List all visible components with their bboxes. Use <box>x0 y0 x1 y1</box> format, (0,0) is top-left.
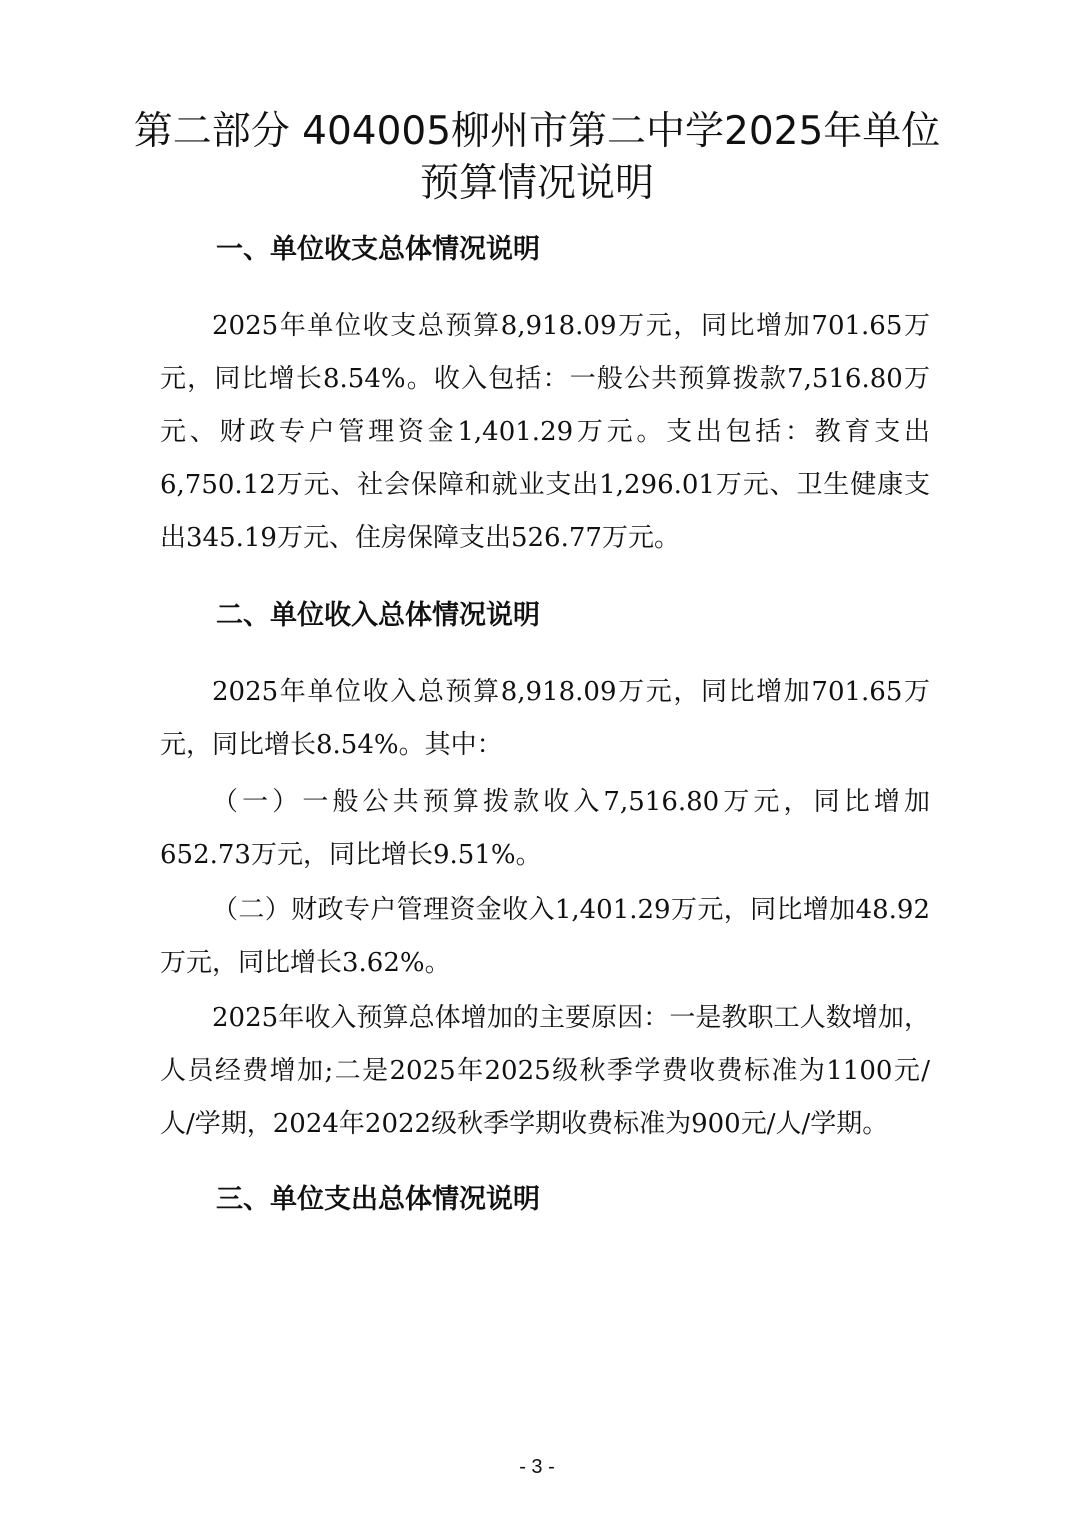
paragraph-income-total: 2025年单位收入总预算8,918.09万元，同比增加701.65万元，同比增长8.54%。其中： <box>160 677 930 760</box>
paragraph-income-general-budget: （一）一般公共预算拨款收入7,516.80万元，同比增加652.73万元，同比增长9.51%。 <box>160 787 930 870</box>
paragraph-overall-budget: 2025年单位收支总预算8,918.09万元，同比增加701.65万元，同比增长8.54%。收入包括：一般公共预算拨款7,516.80万元、财政专户管理资金1,401.29万元。支出包括：教育支出6,750.12万元、社会保障和就业支出1,296.01万元、卫生健康支出345.19万元、住房保障支出526.77万元。 <box>160 311 930 553</box>
page-number: - 3 - <box>519 1456 555 1478</box>
section-heading-2: 二、单位收入总体情况说明 <box>216 600 540 631</box>
paragraph-income-special-account: （二）财政专户管理资金收入1,401.29万元，同比增加48.92万元，同比增长3.62%。 <box>160 895 930 978</box>
section-heading-3: 三、单位支出总体情况说明 <box>216 1184 540 1215</box>
paragraph-income-increase-reason: 2025年收入预算总体增加的主要原因：一是教职工人数增加，人员经费增加;二是2025年2025级秋季学费收费标准为1100元/人/学期，2024年2022级秋季学期收费标准为900元/人/学期。 <box>160 1003 930 1139</box>
document-title: 第二部分 404005柳州市第二中学2025年单位预算情况说明 <box>133 109 941 206</box>
section-heading-1: 一、单位收支总体情况说明 <box>216 234 540 265</box>
